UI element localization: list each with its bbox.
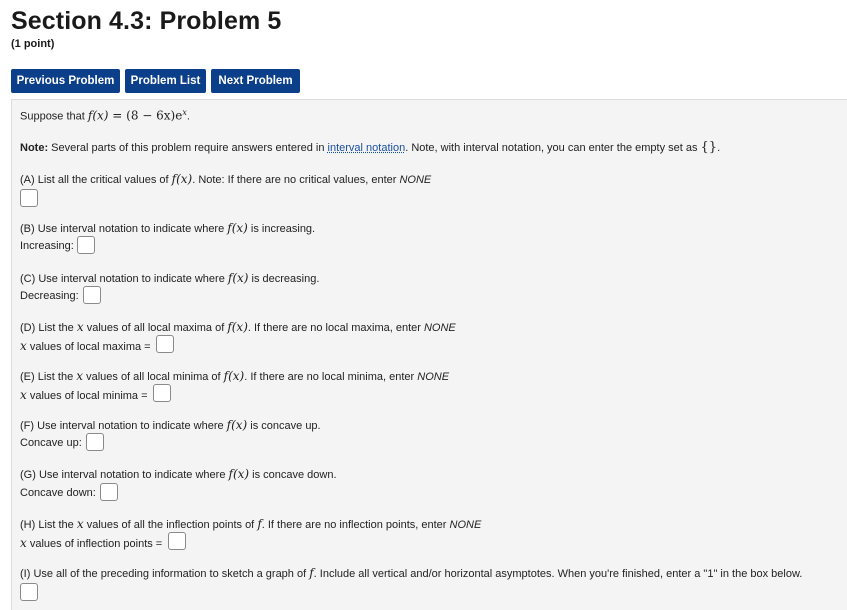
part-i-text-2: . Include all vertical and/or horizontal asymptotes. When you're finished, enter a "1" in the box below. [313,568,803,580]
inflection-variable: x [20,536,27,550]
function-exponent: x [182,108,187,117]
answer-a-input[interactable] [20,189,38,207]
concave-up-label: Concave up: [20,437,82,449]
part-b-prompt [20,221,315,235]
local-maxima-text: values of local maxima = [26,341,151,353]
part-c-function: f(x) [227,271,249,285]
part-d-text: (D) List the [20,322,77,334]
note-label: Note: [20,142,49,154]
function-formula: = (8 − 6x)e [108,108,183,123]
note-end: . [717,142,721,154]
part-g-function: f(x) [228,467,250,481]
answer-b-input[interactable] [77,236,95,254]
part-d-variable: x [76,320,84,334]
answer-d-input[interactable] [156,335,174,353]
part-h-variable: x [76,517,84,531]
answer-h-input[interactable] [168,532,186,550]
part-a-function: f(x) [171,172,193,186]
part-e-text-2: values of all local minima of [83,371,224,383]
part-c-prompt [20,271,319,285]
local-maxima-label [20,339,151,353]
part-b-function: f(x) [227,221,248,235]
increasing-label: Increasing: [20,240,74,252]
part-c-text: (C) Use interval notation to indicate where [20,273,228,285]
part-i-text: (I) Use all of the preceding information to sketch a graph of [20,568,310,580]
part-h-prompt [20,517,481,531]
part-d-function: f(x) [227,320,248,334]
part-g-prompt [20,467,337,481]
part-d-none: NONE [423,322,456,334]
part-d-note: . If there are no local maxima, enter [247,322,424,334]
part-h-note: . If there are no inflection points, enter [261,519,450,531]
part-f-prompt [20,418,321,432]
part-e-none: NONE [417,371,450,383]
function-expression: f(x) [87,108,109,123]
local-maxima-variable: x [20,339,27,353]
note-text-2: . Note, with interval notation, you can enter the empty set as [405,142,701,154]
part-e-function: f(x) [223,369,245,383]
inflection-points-label [20,536,162,550]
part-f-text: (F) Use interval notation to indicate where [20,420,227,432]
answer-f-input[interactable] [86,433,104,451]
part-f-function: f(x) [226,418,248,432]
local-minima-text: values of local minima = [26,390,148,402]
part-f-text-2: is concave up. [247,420,321,432]
answer-c-input[interactable] [83,286,101,304]
inflection-text: values of inflection points = [26,538,163,550]
part-e-note: . If there are no local minima, enter [244,371,418,383]
decreasing-label: Decreasing: [20,290,79,302]
part-a-text: (A) List all the critical values of [20,174,172,186]
part-a-none: NONE [399,174,432,186]
answer-e-input[interactable] [153,384,171,402]
page-title: Section 4.3: Problem 5 [11,7,282,35]
part-i-prompt [20,566,802,580]
note-line [20,140,720,155]
part-b-text: (B) Use interval notation to indicate where [20,223,228,235]
part-a-note: . Note: If there are no critical values, enter [192,174,400,186]
local-minima-variable: x [20,388,27,402]
next-problem-button[interactable]: Next Problem [211,69,300,93]
part-e-prompt [20,369,449,383]
part-d-prompt [20,320,456,334]
part-e-variable: x [76,369,84,383]
interval-notation-link[interactable]: interval notation [327,142,406,154]
problem-statement [20,108,190,123]
part-h-none: NONE [449,519,482,531]
part-b-text-2: is increasing. [247,223,316,235]
answer-g-input[interactable] [100,483,118,501]
part-h-text: (H) List the [20,519,77,531]
concave-down-label: Concave down: [20,487,96,499]
answer-i-input[interactable] [20,583,38,601]
statement-period: . [186,110,190,123]
local-minima-label [20,388,148,402]
part-a-prompt [20,172,431,186]
previous-problem-button[interactable]: Previous Problem [11,69,120,93]
part-g-text-2: is concave down. [249,469,337,481]
empty-set-symbol: {} [700,140,718,155]
note-text: Several parts of this problem require answers entered in [48,142,328,154]
points-label: (1 point) [11,38,55,50]
part-h-function: f [257,517,262,531]
part-e-text: (E) List the [20,371,77,383]
part-i-function: f [309,566,314,580]
problem-list-button[interactable]: Problem List [125,69,206,93]
statement-text: Suppose that [20,110,88,123]
part-c-text-2: is decreasing. [248,273,320,285]
part-d-text-2: values of all local maxima of [83,322,228,334]
part-h-text-2: values of all the inflection points of [83,519,258,531]
part-g-text: (G) Use interval notation to indicate where [20,469,229,481]
